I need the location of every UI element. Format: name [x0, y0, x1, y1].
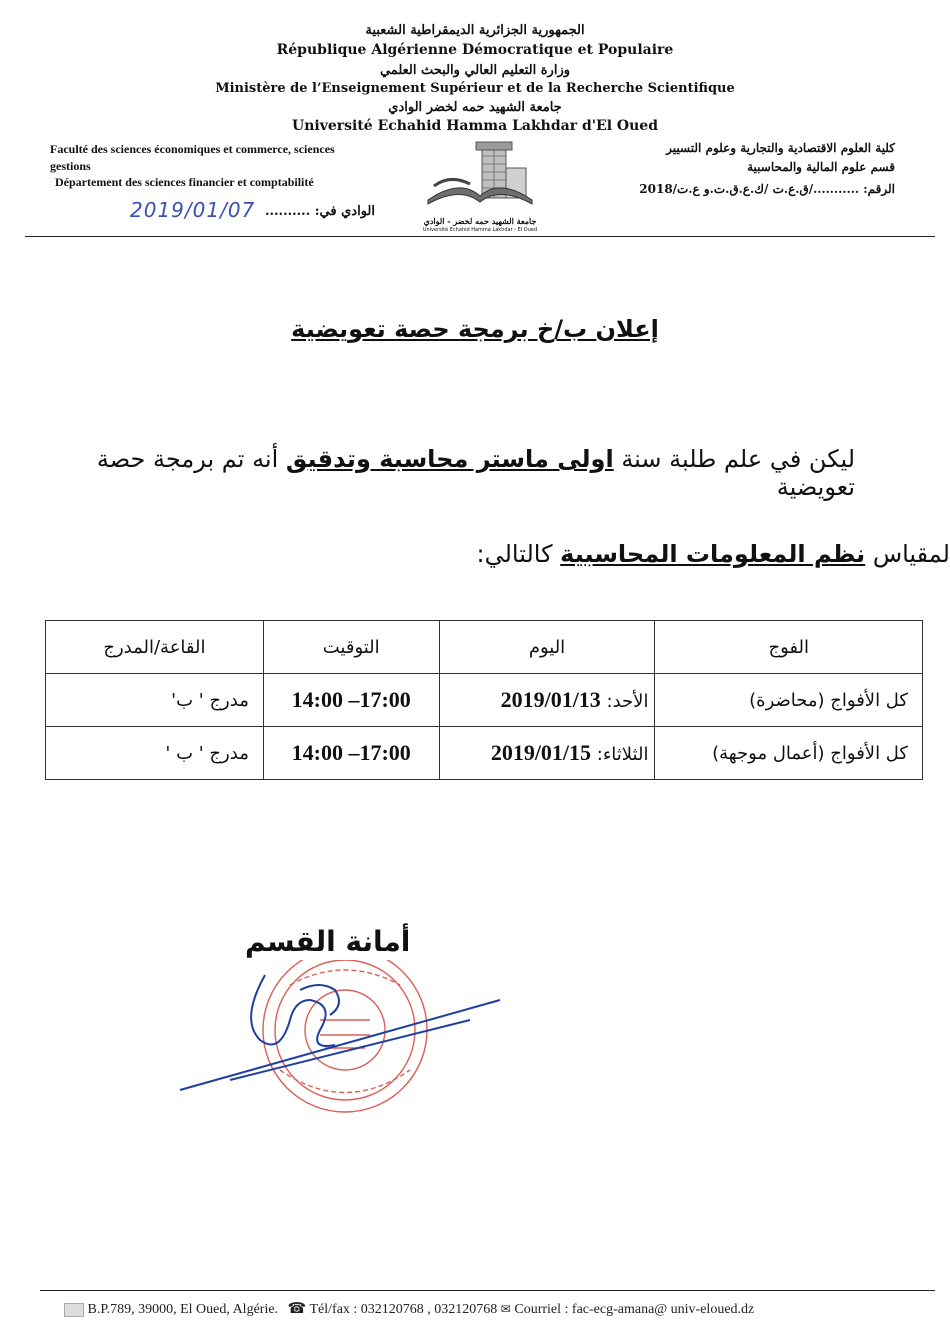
date-field [130, 198, 375, 228]
table-row [46, 727, 923, 780]
mail-icon: ✉ [500, 1302, 511, 1316]
line2-post: كالتالي: [476, 540, 561, 568]
department-ar: قسم علوم المالية والمحاسبية [747, 160, 895, 174]
footer-phone: Tél/fax : 032120768 , 032120768 [309, 1302, 498, 1317]
footer-contact [64, 1299, 944, 1318]
day-date: 2019/01/15 [490, 740, 592, 765]
header-room: القاعة/المدرج [46, 621, 264, 674]
phone-icon: ☎ [287, 1301, 307, 1317]
university-building-icon [420, 138, 540, 218]
faculty-fr-line2: gestions [50, 159, 91, 173]
announcement-line1 [45, 445, 855, 501]
header-fr-republic: République Algérienne Démocratique et Populaire [276, 42, 674, 58]
header-fr-university: Université Echahid Hamma Lakhdar d'El Oued [292, 118, 658, 134]
header-fr-ministry: Ministère de l’Enseignement Supérieur et de la Recherche Scientifique [215, 81, 735, 96]
logo-caption-fr: Université Echahid Hamma Lakhdar - El Oued [422, 227, 538, 233]
announcement-line2 [45, 540, 950, 568]
day-date: 2019/01/13 [500, 687, 601, 712]
line1-pre: ليكن في علم طلبة سنة [613, 445, 855, 473]
row-day [439, 727, 655, 780]
envelope-icon [64, 1303, 84, 1317]
signature-label: أمانة القسم [245, 925, 411, 958]
table-row [46, 674, 923, 727]
row-group: كل الأفواج (محاضرة) [655, 674, 923, 727]
footer-address: B.P.789, 39000, El Oued, Algérie. [87, 1302, 279, 1317]
day-name: الثلاثاء: [591, 744, 649, 765]
reference-number: الرقم: .........../ق.ع.ت /ك.ع.ق.ت.و ع.ت/2018 [639, 182, 895, 196]
header-time: التوقيت [263, 621, 439, 674]
stamp-and-signature [170, 960, 520, 1130]
footer-email: Courriel : fac-ecg-amana@ univ-eloued.dz [514, 1302, 755, 1317]
course-level: اولى ماستر محاسبة وتدقيق [285, 445, 614, 473]
faculty-ar: كلية العلوم الاقتصادية والتجارية وعلوم التسيير [666, 141, 895, 155]
university-logo [420, 138, 540, 236]
day-name: الأحد: [600, 691, 649, 712]
line2-pre: لمقياس [865, 540, 950, 568]
handwritten-date: 2019/01/07 [130, 198, 256, 222]
table-header-row [46, 621, 923, 674]
header-ar-ministry: وزارة التعليم العالي والبحث العلمي [379, 63, 571, 78]
row-group: كل الأفواج (أعمال موجهة) [655, 727, 923, 780]
line1-post: أنه تم برمجة حصة تعويضية [96, 445, 855, 501]
handwritten-signature [180, 975, 500, 1090]
header-group: الفوج [655, 621, 923, 674]
department-fr: Département des sciences financier et comptabilité [55, 175, 314, 189]
header-divider [25, 236, 935, 237]
header-ar-university: جامعة الشهيد حمه لخضر الوادي [388, 100, 562, 115]
faculty-fr-line1: Faculté des sciences économiques et commerce, sciences [50, 142, 335, 156]
place-label: الوادي في: .......... [264, 204, 375, 219]
schedule-table [45, 620, 923, 780]
header-day: اليوم [439, 621, 655, 674]
header-ar-republic: الجمهورية الجزائرية الديمقراطية الشعبية [365, 23, 585, 38]
course-module: نظم المعلومات المحاسبية [560, 540, 866, 568]
announcement-title: إعلان ب/خ برمجة حصة تعويضية [291, 315, 659, 343]
row-room: مدرج ' ب ' [46, 727, 264, 780]
row-day [439, 674, 655, 727]
footer-divider [40, 1290, 935, 1291]
logo-caption-ar: جامعة الشهيد حمه لخضر - الوادي [423, 216, 537, 226]
row-time: 14:00 –17:00 [263, 674, 439, 727]
row-room: مدرج ' ب' [46, 674, 264, 727]
row-time: 14:00 –17:00 [263, 727, 439, 780]
